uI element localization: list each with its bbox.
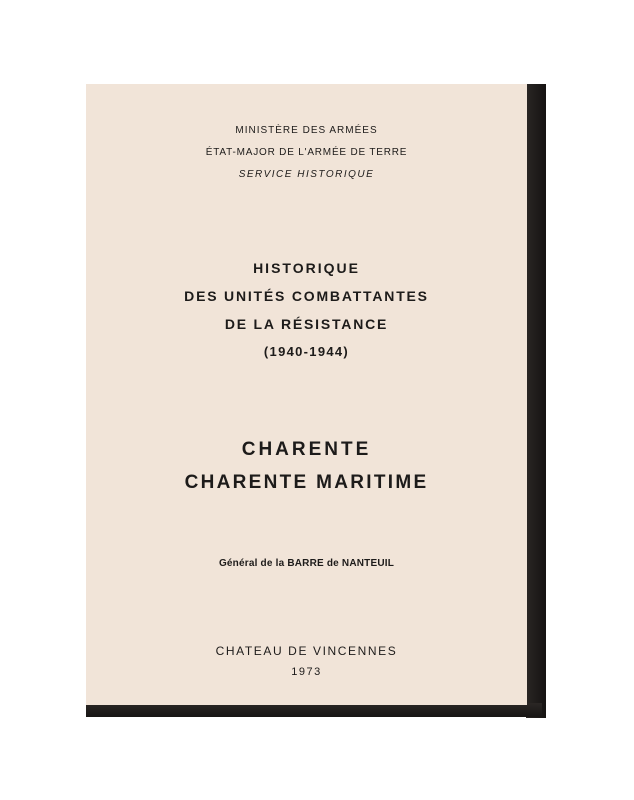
imprint-year: 1973: [291, 666, 322, 678]
imprint-place: CHATEAU DE VINCENNES: [215, 644, 398, 658]
region-line-1: CHARENTE: [241, 439, 372, 460]
title-years: (1940-1944): [263, 344, 350, 359]
title-line-3: DE LA RÉSISTANCE: [224, 316, 389, 332]
ministry-name: MINISTÈRE DES ARMÉES: [235, 125, 378, 136]
author-name: Général de la BARRE de NANTEUIL: [218, 558, 395, 569]
title-line-2: DES UNITÉS COMBATTANTES: [184, 288, 429, 304]
title-page: [86, 84, 527, 705]
service-name: SERVICE HISTORIQUE: [238, 169, 375, 180]
title-line-1: HISTORIQUE: [253, 260, 360, 276]
region-line-2: CHARENTE MARITIME: [184, 472, 429, 493]
page-edge-shadow-right: [526, 84, 546, 718]
staff-name: ÉTAT-MAJOR DE L'ARMÉE DE TERRE: [205, 147, 408, 158]
page-edge-shadow-bottom: [86, 703, 542, 717]
